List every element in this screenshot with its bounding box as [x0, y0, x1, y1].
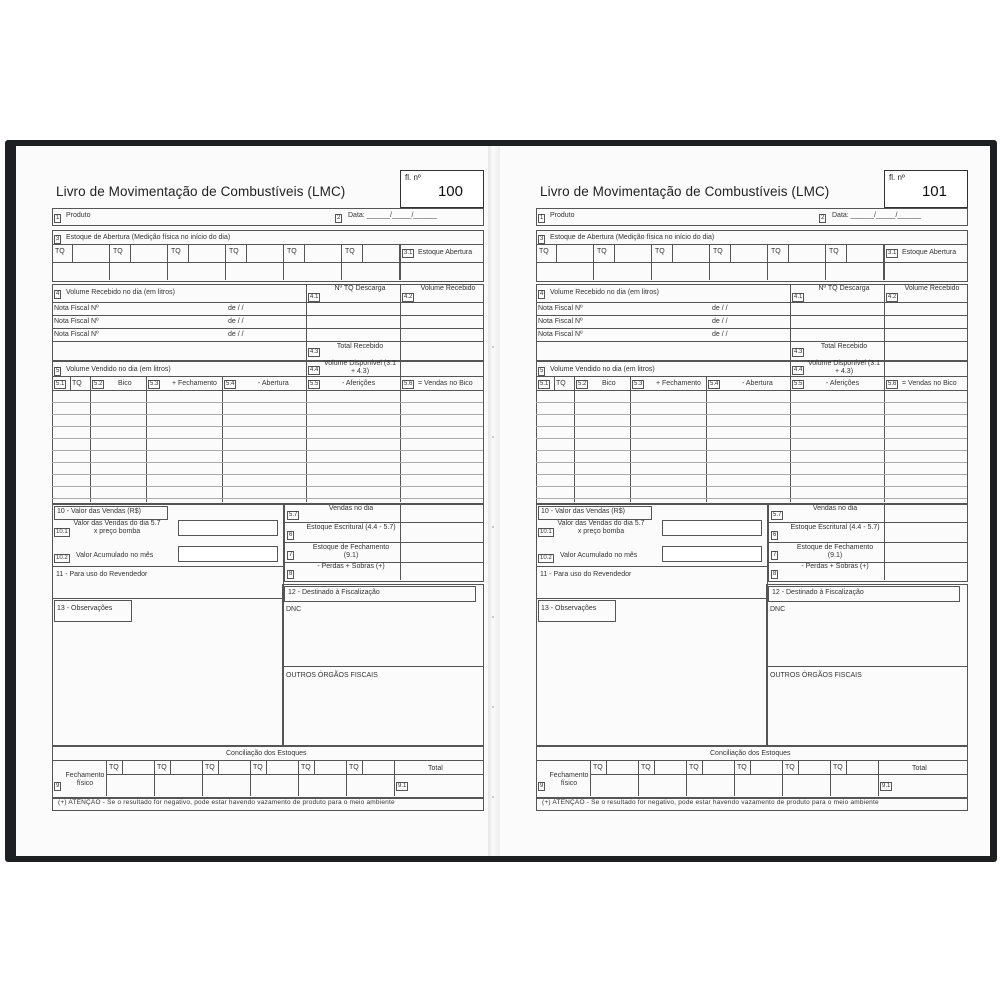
estoque-abertura-total: Estoque Abertura [418, 249, 473, 256]
valor-vendas-dia: Valor das Vendas do dia 5.7 x preço bomba [73, 520, 161, 535]
rule-line [283, 244, 284, 280]
tq-label: TQ [229, 248, 239, 255]
field-number: 5.4 [226, 381, 235, 387]
rule-line [790, 376, 791, 502]
rule-line [536, 486, 967, 487]
rule-line [52, 486, 483, 487]
rule-line [266, 760, 267, 774]
nota-fiscal-1[interactable]: Nota Fiscal Nº [538, 305, 583, 312]
binder-dot [492, 436, 494, 438]
col-bico: Bico [118, 380, 132, 387]
field-number: 6 [289, 532, 293, 538]
tq-label: TQ [713, 248, 723, 255]
conciliacao-label: Conciliação dos Estoques [226, 750, 307, 757]
estoque-abertura-label: Estoque de Abertura (Medição física no início do dia) [66, 234, 231, 241]
binder-dot [492, 526, 494, 528]
total-label: Total [912, 765, 927, 772]
field-number: 5.3 [634, 381, 643, 387]
valor-acumulado-input[interactable] [662, 546, 762, 562]
rule-line [106, 760, 107, 796]
field-number: 4.4 [310, 367, 319, 373]
rule-line [782, 760, 783, 796]
valor-section [536, 504, 768, 746]
field-number: 5.2 [578, 381, 587, 387]
rule-line [362, 760, 363, 774]
volume-recebido-label: Volume Recebido no dia (em litros) [550, 289, 659, 296]
field-number: 4.1 [310, 294, 319, 300]
tq-label: TQ [205, 764, 215, 771]
rule-line [52, 426, 483, 427]
valor-vendas-dia-input[interactable] [178, 520, 278, 536]
estoque-escritural: Estoque Escritural (4.4 - 5.7) [306, 524, 396, 531]
rule-line [788, 244, 789, 262]
tq-label: TQ [737, 764, 747, 771]
rule-line [593, 244, 594, 280]
tq-label: TQ [55, 248, 65, 255]
produto-label[interactable]: Produto [550, 212, 575, 219]
rule-line [556, 244, 557, 262]
n-tq-descarga: Nº TQ Descarga [818, 285, 870, 292]
dnc-label: DNC [770, 606, 786, 613]
field-number: 2 [821, 215, 825, 221]
folio-number: 101 [921, 183, 947, 200]
rule-line [798, 760, 799, 774]
rule-line [686, 760, 687, 796]
rule-line [590, 774, 967, 775]
tq-label: TQ [287, 248, 297, 255]
field-number: 5 [540, 368, 544, 374]
rule-line [222, 376, 223, 502]
rule-line [72, 244, 73, 262]
form-title: Livro de Movimentação de Combustíveis (LMC) [540, 184, 830, 199]
rule-line [590, 760, 591, 796]
nota-fiscal-3[interactable]: Nota Fiscal Nº [538, 331, 583, 338]
binder-dot [492, 616, 494, 618]
data-field[interactable]: Data: ______/_____/______ [348, 212, 437, 219]
field-number: 10.1 [540, 529, 552, 535]
col-fechamento: + Fechamento [656, 380, 701, 387]
rule-line [709, 244, 710, 280]
n-tq-descarga: Nº TQ Descarga [334, 285, 386, 292]
field-number: 3 [56, 236, 60, 242]
perdas-sobras: - Perdas + Sobras (+) [801, 563, 869, 570]
rule-line [651, 244, 652, 280]
tq-label: TQ [113, 248, 123, 255]
tq-label: TQ [349, 764, 359, 771]
nota-fiscal-1[interactable]: Nota Fiscal Nº [54, 305, 99, 312]
nota-fiscal-date-3[interactable]: de / / [228, 331, 244, 338]
outros-orgaos-label: OUTROS ÓRGÃOS FISCAIS [286, 672, 378, 679]
rule-line [654, 760, 655, 774]
outros-orgaos-label: OUTROS ÓRGÃOS FISCAIS [770, 672, 862, 679]
field-number: 5.7 [773, 512, 782, 518]
rule-line [298, 760, 299, 796]
folio-box [400, 170, 484, 208]
revendedor-label: 11 - Para uso do Revendedor [56, 571, 148, 578]
col-tq: TQ [556, 380, 566, 387]
rule-line [536, 402, 967, 403]
fiscalizacao-label: 12 - Destinado à Fiscalização [772, 589, 864, 596]
tq-label: TQ [539, 248, 549, 255]
field-number: 4 [540, 291, 544, 297]
nota-fiscal-date-2[interactable]: de / / [228, 318, 244, 325]
rule-line [400, 376, 401, 502]
rule-line [225, 244, 226, 280]
field-number: 9.1 [882, 783, 891, 789]
rule-line [218, 760, 219, 774]
col-vendas-bico: = Vendas no Bico [902, 380, 957, 387]
field-number: 4.4 [794, 367, 803, 373]
rule-line [767, 244, 768, 280]
estoque-fechamento: Estoque de Fechamento (9.1) [796, 544, 874, 559]
tq-label: TQ [689, 764, 699, 771]
volume-recebido-col: Volume Recebido [420, 285, 476, 292]
field-number: 1 [56, 215, 60, 221]
tq-label: TQ [829, 248, 839, 255]
col-vendas-bico: = Vendas no Bico [418, 380, 473, 387]
tq-label: TQ [345, 248, 355, 255]
binder-dot [492, 346, 494, 348]
rule-line [734, 760, 735, 796]
binder-dot [492, 796, 494, 798]
tq-label: TQ [771, 248, 781, 255]
field-number: 5.5 [310, 381, 319, 387]
rule-line [188, 244, 189, 262]
valor-vendas-label: 10 - Valor das Vendas (R$) [541, 508, 625, 515]
rule-line [536, 438, 967, 439]
col-abertura: - Abertura [742, 380, 773, 387]
tq-label: TQ [301, 764, 311, 771]
nota-fiscal-date-3[interactable]: de / / [712, 331, 728, 338]
nota-fiscal-3[interactable]: Nota Fiscal Nº [54, 331, 99, 338]
rule-line [536, 414, 967, 415]
vendas-no-dia: Vendas no dia [328, 505, 374, 512]
col-fechamento: + Fechamento [172, 380, 217, 387]
tq-label: TQ [597, 248, 607, 255]
rule-line [706, 376, 707, 502]
rule-line [52, 402, 483, 403]
rule-line [52, 414, 483, 415]
field-number: 9.1 [398, 783, 407, 789]
observacoes-label: 13 - Observações [57, 605, 113, 612]
nota-fiscal-date-1[interactable]: de / / [712, 305, 728, 312]
dnc-label: DNC [286, 606, 302, 613]
rule-line [52, 438, 483, 439]
field-number: 4.3 [310, 349, 319, 355]
rule-line [52, 474, 483, 475]
field-number: 4.2 [888, 294, 897, 300]
tq-label: TQ [593, 764, 603, 771]
rule-line [399, 244, 400, 280]
field-number: 9 [56, 783, 60, 789]
estoque-abertura-total: Estoque Abertura [902, 249, 957, 256]
field-number: 3.1 [888, 250, 897, 256]
field-number: 5.2 [94, 381, 103, 387]
folio-label: fl. nº [405, 173, 421, 182]
rule-line [306, 376, 307, 502]
field-number: 5.6 [888, 381, 897, 387]
book-gutter [488, 146, 500, 856]
form-title: Livro de Movimentação de Combustíveis (LMC) [56, 184, 346, 199]
field-number: 8 [773, 571, 777, 577]
rule-line [341, 244, 342, 280]
folio-label: fl. nº [889, 173, 905, 182]
valor-section [52, 504, 284, 746]
valor-vendas-label: 10 - Valor das Vendas (R$) [57, 508, 141, 515]
tq-label: TQ [655, 248, 665, 255]
rule-line [536, 450, 967, 451]
total-recebido: Total Recebido [820, 343, 868, 350]
volume-disponivel: Volume Disponível (3.1 + 4.3) [808, 360, 880, 375]
nota-fiscal-2[interactable]: Nota Fiscal Nº [538, 318, 583, 325]
lmc-form [500, 146, 990, 856]
rule-line [70, 376, 71, 390]
rule-line [672, 244, 673, 262]
rule-line [202, 760, 203, 796]
rule-line [314, 760, 315, 774]
field-number: 5.6 [404, 381, 413, 387]
page-right [500, 146, 990, 856]
volume-vendido-label: Volume Vendido no dia (em litros) [66, 366, 171, 373]
rule-line [606, 760, 607, 774]
field-number: 5.7 [289, 512, 298, 518]
nota-fiscal-date-1[interactable]: de / / [228, 305, 244, 312]
atencao-text: (+) ATENÇÃO - Se o resultado for negativo, pode estar havendo vazamento de produto para o meio ambiente [542, 799, 879, 806]
valor-vendas-dia-input[interactable] [662, 520, 762, 536]
rule-line [246, 244, 247, 262]
rule-line [167, 244, 168, 280]
rule-line [730, 244, 731, 262]
field-number: 3.1 [404, 250, 413, 256]
tq-label: TQ [157, 764, 167, 771]
fiscalizacao-section [282, 584, 484, 746]
estoque-abertura-label: Estoque de Abertura (Medição física no início do dia) [550, 234, 715, 241]
field-number: 9 [540, 783, 544, 789]
field-number: 1 [540, 215, 544, 221]
field-number: 8 [289, 571, 293, 577]
col-afericoes: - Aferições [342, 380, 376, 387]
rule-line [750, 760, 751, 774]
revendedor-label: 11 - Para uso do Revendedor [540, 571, 632, 578]
tq-label: TQ [171, 248, 181, 255]
rule-line [109, 244, 110, 280]
vendas-no-dia: Vendas no dia [812, 505, 858, 512]
rule-line [170, 760, 171, 774]
nota-fiscal-2[interactable]: Nota Fiscal Nº [54, 318, 99, 325]
field-number: 10.1 [56, 529, 68, 535]
field-number: 4.3 [794, 349, 803, 355]
volume-vendido-label: Volume Vendido no dia (em litros) [550, 366, 655, 373]
estoque-escritural: Estoque Escritural (4.4 - 5.7) [790, 524, 880, 531]
rule-line [614, 244, 615, 262]
binder-dot [492, 706, 494, 708]
rule-line [825, 244, 826, 280]
rule-line [574, 376, 575, 502]
field-number: 2 [337, 215, 341, 221]
rule-line [122, 760, 123, 774]
field-number: 7 [773, 552, 777, 558]
produto-label[interactable]: Produto [66, 212, 91, 219]
rule-line [90, 376, 91, 502]
rule-line [304, 244, 305, 262]
estoque-fechamento: Estoque de Fechamento (9.1) [312, 544, 390, 559]
field-number: 7 [289, 552, 293, 558]
field-number: 3 [540, 236, 544, 242]
page-left [16, 146, 488, 856]
field-number: 4.2 [404, 294, 413, 300]
nota-fiscal-date-2[interactable]: de / / [712, 318, 728, 325]
rule-line [394, 760, 395, 796]
volume-recebido-col: Volume Recebido [904, 285, 960, 292]
rule-line [346, 760, 347, 796]
rule-line [130, 244, 131, 262]
rule-line [846, 760, 847, 774]
rule-line [52, 450, 483, 451]
rule-line [536, 498, 967, 499]
folio-box [884, 170, 968, 208]
rule-line [554, 376, 555, 390]
valor-acumulado: Valor Acumulado no mês [76, 552, 154, 559]
tq-label: TQ [253, 764, 263, 771]
folio-number: 100 [437, 183, 463, 200]
field-number: 10.2 [540, 555, 552, 561]
field-number: 5.1 [56, 381, 65, 387]
fiscalizacao-section [766, 584, 968, 746]
data-field[interactable]: Data: ______/_____/______ [832, 212, 921, 219]
field-number: 5.4 [710, 381, 719, 387]
rule-line [536, 474, 967, 475]
tq-label: TQ [641, 764, 651, 771]
fechamento-fisico: Fechamento físico [65, 772, 105, 787]
rule-line [52, 498, 483, 499]
rule-line [536, 462, 967, 463]
tq-label: TQ [109, 764, 119, 771]
valor-acumulado-input[interactable] [178, 546, 278, 562]
rule-line [883, 244, 884, 280]
rule-line [884, 376, 885, 502]
rule-line [362, 244, 363, 262]
lmc-form [16, 146, 488, 856]
field-number: 4 [56, 291, 60, 297]
field-number: 5.3 [150, 381, 159, 387]
valor-vendas-dia: Valor das Vendas do dia 5.7 x preço bomba [557, 520, 645, 535]
col-tq: TQ [72, 380, 82, 387]
col-bico: Bico [602, 380, 616, 387]
volume-disponivel: Volume Disponível (3.1 + 4.3) [324, 360, 396, 375]
col-afericoes: - Aferições [826, 380, 860, 387]
rule-line [630, 376, 631, 502]
tq-label: TQ [785, 764, 795, 771]
field-number: 10.2 [56, 555, 68, 561]
rule-line [638, 760, 639, 796]
field-number: 4.1 [794, 294, 803, 300]
rule-line [536, 426, 967, 427]
total-recebido: Total Recebido [336, 343, 384, 350]
tq-label: TQ [833, 764, 843, 771]
rule-line [146, 376, 147, 502]
col-abertura: - Abertura [258, 380, 289, 387]
total-label: Total [428, 765, 443, 772]
rule-line [52, 462, 483, 463]
rule-line [106, 774, 483, 775]
perdas-sobras: - Perdas + Sobras (+) [317, 563, 385, 570]
atencao-text: (+) ATENÇÃO - Se o resultado for negativo, pode estar havendo vazamento de produto para o meio ambiente [58, 799, 395, 806]
field-number: 5.5 [794, 381, 803, 387]
rule-line [154, 760, 155, 796]
rule-line [846, 244, 847, 262]
rule-line [702, 760, 703, 774]
conciliacao-label: Conciliação dos Estoques [710, 750, 791, 757]
field-number: 5 [56, 368, 60, 374]
field-number: 6 [773, 532, 777, 538]
fiscalizacao-label: 12 - Destinado à Fiscalização [288, 589, 380, 596]
rule-line [878, 760, 879, 796]
observacoes-label: 13 - Observações [541, 605, 597, 612]
volume-recebido-label: Volume Recebido no dia (em litros) [66, 289, 175, 296]
rule-line [250, 760, 251, 796]
fechamento-fisico: Fechamento físico [549, 772, 589, 787]
valor-acumulado: Valor Acumulado no mês [560, 552, 638, 559]
rule-line [830, 760, 831, 796]
field-number: 5.1 [540, 381, 549, 387]
